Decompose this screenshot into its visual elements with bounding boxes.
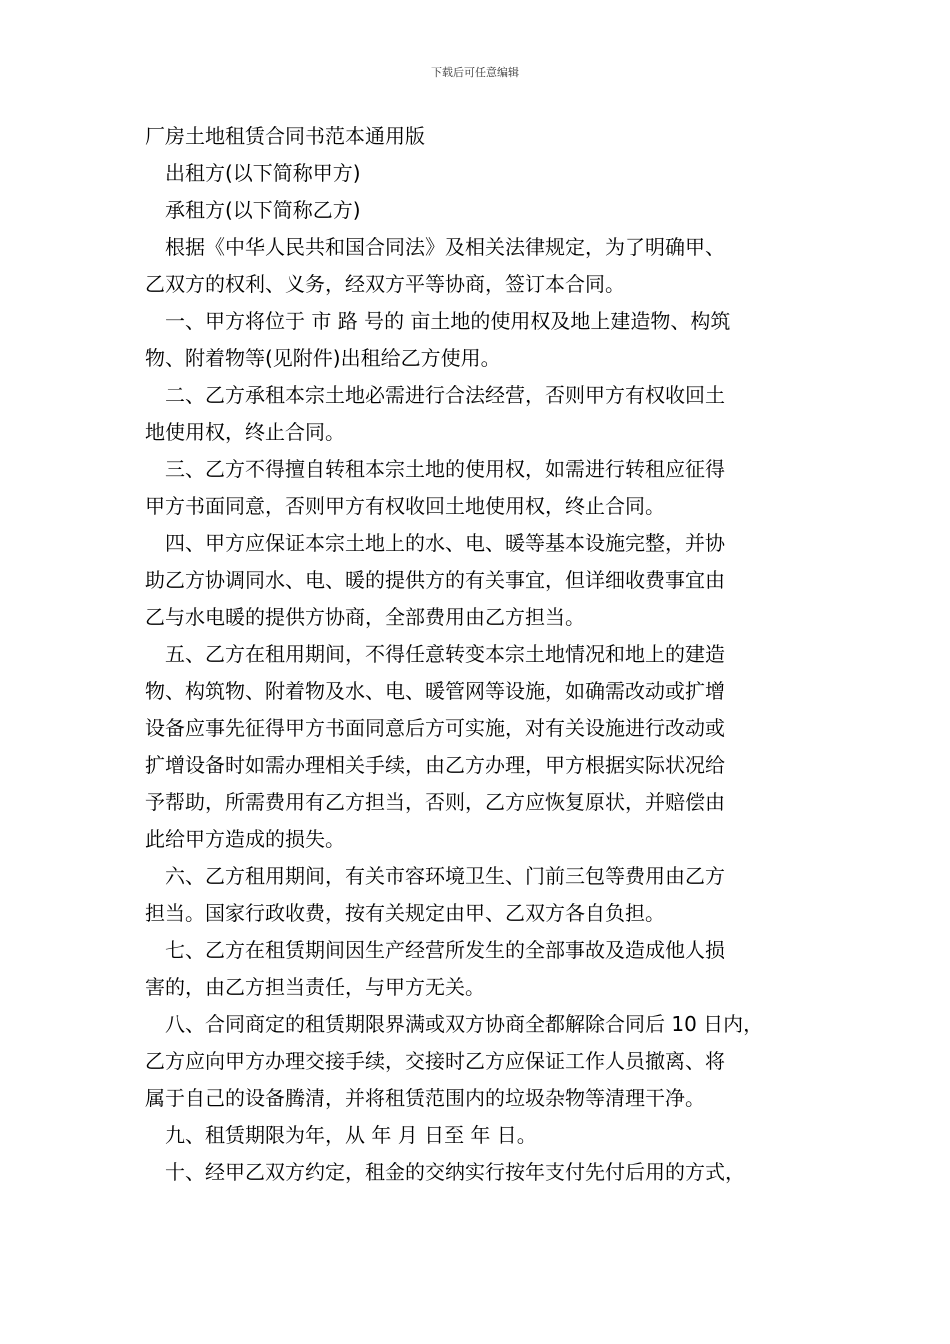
paragraph-line: 承租方(以下简称乙方) — [165, 198, 361, 222]
paragraph-line: 二、乙方承租本宗土地必需进行合法经营，否则甲方有权收回土 — [165, 383, 725, 407]
paragraph-line: 一、甲方将位于 市 路 号的 亩土地的使用权及地上建造物、构筑 — [165, 309, 731, 333]
paragraph — [145, 1154, 815, 1191]
paragraph — [145, 858, 815, 932]
paragraph — [145, 155, 815, 192]
paragraph-line: 甲方书面同意，否则甲方有权收回土地使用权，终止合同。 — [145, 494, 665, 518]
paragraph-line: 根据《中华人民共和国合同法》及相关法律规定，为了明确甲、 — [165, 235, 725, 259]
paragraph-line: 十、经甲乙双方约定，租金的交纳实行按年支付先付后用的方式， — [165, 1160, 745, 1184]
paragraph — [145, 525, 815, 636]
paragraph-line: 九、租赁期限为年，从 年 月 日至 年 日。 — [165, 1123, 537, 1147]
paragraph-line: 予帮助，所需费用有乙方担当，否则，乙方应恢复原状，并赔偿由 — [145, 790, 725, 814]
paragraph-line: 地使用权，终止合同。 — [145, 420, 345, 444]
header-note: 下载后可任意编辑 — [431, 66, 519, 79]
paragraph — [145, 1117, 815, 1154]
paragraph-line: 物、附着物等(见附件)出租给乙方使用。 — [145, 346, 501, 370]
paragraph-line: 担当。国家行政收费，按有关规定由甲、乙双方各自负担。 — [145, 901, 665, 925]
paragraph-line: 乙双方的权利、义务，经双方平等协商，签订本合同。 — [145, 272, 625, 296]
paragraph — [145, 303, 815, 377]
paragraph — [145, 451, 815, 525]
paragraph-line: 出租方(以下简称甲方) — [165, 161, 361, 185]
paragraph — [145, 932, 815, 1006]
paragraph — [145, 1006, 815, 1117]
paragraph-line: 物、构筑物、附着物及水、电、暖管网等设施，如确需改动或扩增 — [145, 679, 725, 703]
paragraph-list — [145, 155, 815, 1191]
paragraph-line: 乙与水电暖的提供方协商，全部费用由乙方担当。 — [145, 605, 585, 629]
paragraph-line: 四、甲方应保证本宗土地上的水、电、暖等基本设施完整，并协 — [165, 531, 725, 555]
paragraph-line: 三、乙方不得擅自转租本宗土地的使用权，如需进行转租应征得 — [165, 457, 725, 481]
paragraph — [145, 636, 815, 858]
paragraph-line: 此给甲方造成的损失。 — [145, 827, 345, 851]
paragraph-line: 八、合同商定的租赁期限界满或双方协商全都解除合同后 10 日内， — [165, 1012, 764, 1036]
paragraph-line: 属于自己的设备腾清，并将租赁范围内的垃圾杂物等清理干净。 — [145, 1086, 705, 1110]
paragraph-line: 六、乙方租用期间，有关市容环境卫生、门前三包等费用由乙方 — [165, 864, 725, 888]
paragraph-line: 助乙方协调同水、电、暖的提供方的有关事宜，但详细收费事宜由 — [145, 568, 725, 592]
paragraph-line: 七、乙方在租赁期间因生产经营所发生的全部事故及造成他人损 — [165, 938, 725, 962]
document-body — [145, 118, 815, 1191]
paragraph-line: 害的，由乙方担当责任，与甲方无关。 — [145, 975, 485, 999]
paragraph — [145, 377, 815, 451]
paragraph — [145, 192, 815, 229]
paragraph-line: 设备应事先征得甲方书面同意后方可实施，对有关设施进行改动或 — [145, 716, 725, 740]
paragraph — [145, 229, 815, 303]
paragraph-line: 扩增设备时如需办理相关手续，由乙方办理，甲方根据实际状况给 — [145, 753, 725, 777]
paragraph-line: 五、乙方在租用期间，不得任意转变本宗土地情况和地上的建造 — [165, 642, 725, 666]
document-title: 厂房土地租赁合同书范本通用版 — [145, 124, 425, 148]
paragraph-line: 乙方应向甲方办理交接手续，交接时乙方应保证工作人员撤离、将 — [145, 1049, 725, 1073]
